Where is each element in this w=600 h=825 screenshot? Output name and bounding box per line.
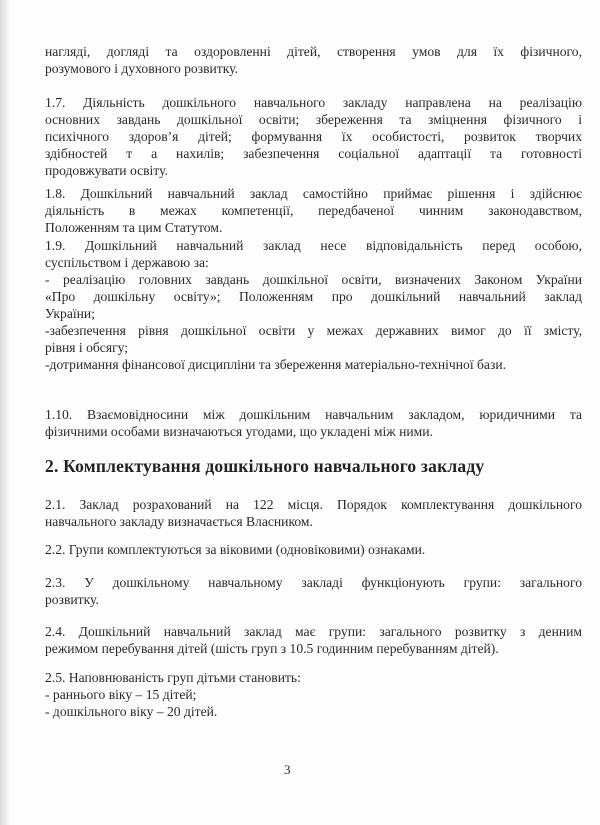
- text-line: 2.1. Заклад розрахований на 122 місця. Порядок комплектування дошкільного: [45, 497, 582, 512]
- paragraph-1-10: [45, 406, 582, 440]
- paragraph-1-9: [45, 237, 582, 373]
- text-line: 2.4. Дошкільний навчальний заклад має групи: загального розвитку з денним: [45, 624, 582, 639]
- section-heading: 2. Комплектування дошкільного навчального закладу: [45, 456, 485, 476]
- page-number: 3: [284, 762, 291, 777]
- text-line: Положенням та цим Статутом.: [45, 220, 223, 235]
- text-line: розвитку.: [45, 592, 99, 607]
- paragraph-2-3: [45, 574, 582, 608]
- text-line: 1.10. Взаємовідносини між дошкільним навчальним закладом, юридичними та: [45, 407, 582, 422]
- text-line: діяльність в межах компетенції, передбаченої чинним законодавством,: [45, 203, 582, 218]
- text-line: -забезпечення рівня дошкільної освіти у межах державних вимог до її змісту,: [45, 323, 582, 338]
- text-line: «Про дошкільну освіту»; Положенням про дошкільний навчальний заклад: [45, 289, 582, 304]
- text-line: України;: [45, 306, 95, 321]
- paragraph-2-4: [45, 623, 582, 657]
- text-line: рівня і обсягу;: [45, 340, 129, 355]
- text-line: - раннього віку – 15 дітей;: [45, 687, 197, 702]
- text-line: 2.3. У дошкільному навчальному закладі функціонують групи: загального: [45, 575, 582, 590]
- text-line: 2.5. Наповнюваність груп дітьми становить:: [45, 670, 301, 685]
- text-line: -дотримання фінансової дисципліни та збереження матеріально-технічної бази.: [45, 357, 506, 372]
- text-line: режимом перебування дітей (шість груп з 10.5 годинним перебуванням дітей).: [45, 641, 499, 656]
- text-line: здібностей т а нахилів; забезпечення соціальної адаптації та готовності: [45, 146, 582, 161]
- paragraph-1-7: [45, 94, 582, 179]
- text-line: психічного здоров’я дітей; формування їх особистості, розвиток творчих: [45, 129, 582, 144]
- text-line: - дошкільного віку – 20 дітей.: [45, 704, 218, 719]
- text-line: фізичними особами визначаються угодами, що укладені між ними.: [45, 424, 433, 439]
- scan-edge-shadow: [0, 0, 10, 825]
- paragraph-2-1: [45, 496, 582, 530]
- text-line: розумового і духовного розвитку.: [45, 61, 238, 76]
- paragraph-1-8: [45, 185, 582, 236]
- text-line: суспільством і державою за:: [45, 255, 209, 270]
- text-line: нагляді, догляді та оздоровленні дітей, створення умов для їх фізичного,: [45, 44, 582, 59]
- paragraph-2-2: [45, 541, 582, 558]
- text-line: продовжувати освіту.: [45, 163, 168, 178]
- text-line: навчального закладу визначається Власником.: [45, 514, 313, 529]
- paragraph-2-5: [45, 669, 582, 720]
- text-line: основних завдань дошкільної освіти; збереження та зміцнення фізичного і: [45, 112, 582, 127]
- paragraph-1-6-continued: [45, 43, 582, 77]
- text-line: 2.2. Групи комплектуються за віковими (одновіковими) ознаками.: [45, 542, 426, 557]
- text-line: 1.9. Дошкільний навчальний заклад несе відповідальність перед особою,: [45, 238, 582, 253]
- text-line: - реалізацію головних завдань дошкільної освіти, визначених Законом України: [45, 272, 582, 287]
- text-line: 1.8. Дошкільний навчальний заклад самостійно приймає рішення і здійснює: [45, 186, 582, 201]
- text-line: 1.7. Діяльність дошкільного навчального закладу направлена на реалізацію: [45, 95, 582, 110]
